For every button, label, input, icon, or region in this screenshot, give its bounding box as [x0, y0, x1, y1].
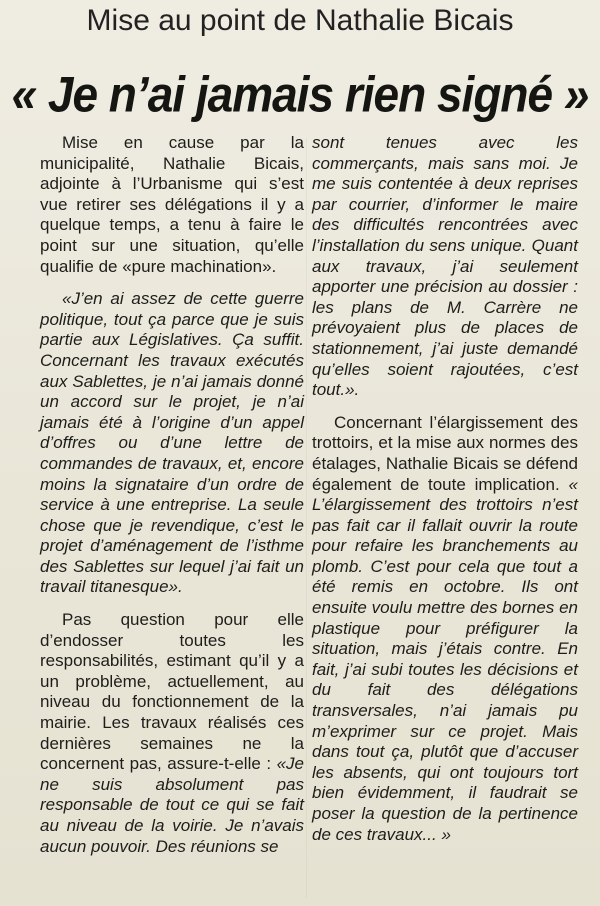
left-column	[40, 133, 304, 869]
article-headline: « Je n’ai jamais rien signé »	[11, 65, 589, 123]
paragraph-responsibilities	[40, 610, 304, 857]
paragraph-responsibilities-text: Pas question pour elle d’endosser toutes les responsabilités, estimant qu’il y a un problème, actuellement, au niveau du fonctionnement de la mairie. Les travaux réalisés ces dernières semaines ne la concernent pas, assure-t-elle :	[40, 610, 304, 774]
paragraph-sidewalks-quote: « L’élargissement des trottoirs n’est pas fait car il fallait ouvrir la route pour refaire les branchements au plomb. C’est pour cela que tout a été remis en octobre. Ils ont ensuite voulu mettre des bornes en plastique pour préfigurer la situation, mais j’étais contre. En fait, j’ai subi toutes les décisions et du fait des délégations transversales, n’ai jamais pu m’exprimer sur ce projet. Mais dans tout ça, plutôt que d’accuser les absents, qui ont toujours tort bien évidemment, il faudrait se poser la question de la pertinence de ces travaux... »	[312, 474, 578, 844]
paragraph-responsibilities-quote: «Je ne suis absolument pas responsable de tout ce qui se fait au niveau de la voirie. Je n’avais aucun pouvoir. Des réunions se	[40, 754, 304, 856]
paragraph-quote-1: «J’en ai assez de cette guerre politique, tout ça parce que je suis partie aux Législatives. Ça suffit. Concernant les travaux exécutés aux Sablettes, je n’ai jamais donné un accord sur le projet, je n’ai jamais été à l’origine d’un appel d’offres ou d’une lettre de commandes de travaux, et, encore moins la signataire d’un ordre de service à une entreprise. La seule chose que je revendique, c’est le projet d’aménagement de l’isthme des Sablettes sur lequel j’ai fait un travail titanesque».	[40, 289, 304, 597]
article-kicker: Mise au point de Nathalie Bicais	[86, 4, 514, 37]
paragraph-quote-continued: sont tenues avec les commerçants, mais sans moi. Je me suis contentée à deux reprises par courrier, d’informer le maire des difficultés rencontrées avec l’installation du sens unique. Quant aux travaux, j’ai seulement apporter une précision au dossier : les plans de M. Carrère ne prévoyaient plus de places de stationnement, j’ai juste demandé qu’elles soient rajoutées, c’est tout.».	[312, 133, 578, 400]
paragraph-sidewalks	[312, 413, 578, 845]
paragraph-sidewalks-text: Concernant l’élargissement des trottoirs, et la mise aux normes des étalages, Nathalie Bicais se défend également de toute implication.	[312, 412, 578, 494]
column-gutter	[306, 138, 307, 898]
paragraph-intro: Mise en cause par la municipalité, Nathalie Bicais, adjointe à l’Urbanisme qui s’est vue retirer ses délégations il y a quelque temps, a tenu à faire le point sur une situation, qu’elle qualifie de «pure machination».	[40, 133, 304, 276]
right-column	[312, 133, 578, 857]
